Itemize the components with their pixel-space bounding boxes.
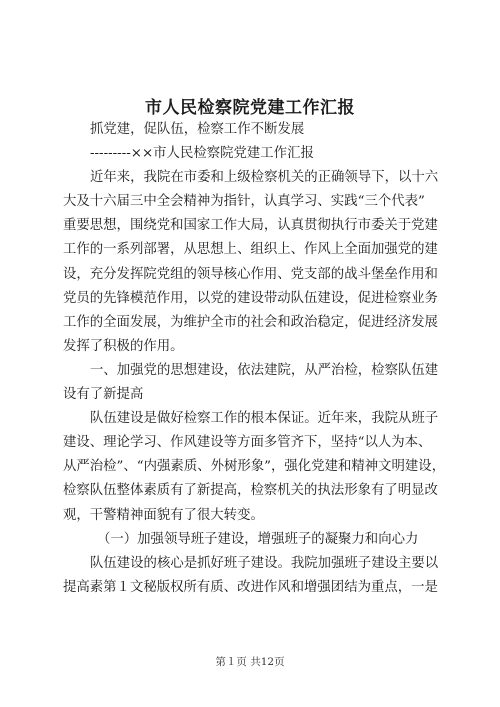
paragraph-line: 重要思想，围绕党和国家工作大局，认真贯彻执行市委关于党建 <box>63 218 438 234</box>
paragraph-line: 队伍建设的核心是抓好班子建设。我院加强班子建设主要以 <box>90 555 439 571</box>
paragraph-line: 检察队伍整体素质有了新提高，检察机关的执法形象有了明显改 <box>63 483 438 499</box>
document-title: 市人民检察院党建工作汇报 <box>145 98 355 118</box>
section-heading-line: 一、加强党的思想建设，依法建院，从严治检，检察队伍建 <box>90 362 439 378</box>
paragraph-line: 近年来，我院在市委和上级检察机关的正确领导下，以十六 <box>90 170 439 186</box>
paragraph-line: 工作的全面发展，为维护全市的社会和政治稳定，促进经济发展 <box>63 314 438 330</box>
paragraph-line: 大及十六届三中全会精神为指针，认真学习、实践“三个代表” <box>63 194 425 210</box>
paragraph-line: 提高素第１文秘版权所有质、改进作风和增强团结为重点，一是 <box>63 579 438 595</box>
subsection-heading-line: （一）加强领导班子建设，增强班子的凝聚力和向心力 <box>97 531 419 547</box>
paragraph-line: 队伍建设是做好检察工作的根本保证。近年来，我院从班子 <box>90 411 439 427</box>
section-heading-line: 设有了新提高 <box>63 387 144 403</box>
paragraph-line: 从严治检”、“内强素质、外树形象”，强化党建和精神文明建设， <box>63 459 446 475</box>
byline: ---------××市人民检察院党建工作汇报 <box>90 146 314 162</box>
paragraph-line: 观，干警精神面貌有了很大转变。 <box>63 507 264 523</box>
paragraph-line: 建设、理论学习、作风建设等方面多管齐下，坚持“以人为本、 <box>63 435 432 451</box>
paragraph-line: 设，充分发挥院党组的领导核心作用、党支部的战斗堡垒作用和 <box>63 266 438 282</box>
paragraph-line: 发挥了积极的作用。 <box>63 338 184 354</box>
document-body <box>63 118 446 600</box>
paragraph-line: 党员的先锋模范作用，以党的建设带动队伍建设，促进检察业务 <box>63 290 438 306</box>
paragraph-line: 工作的一系列部署，从思想上、组织上、作风上全面加强党的建 <box>63 242 438 258</box>
subtitle-line: 抓党建，促队伍，检察工作不断发展 <box>90 122 305 137</box>
page-number-footer: 第１页 共12页 <box>215 656 285 668</box>
